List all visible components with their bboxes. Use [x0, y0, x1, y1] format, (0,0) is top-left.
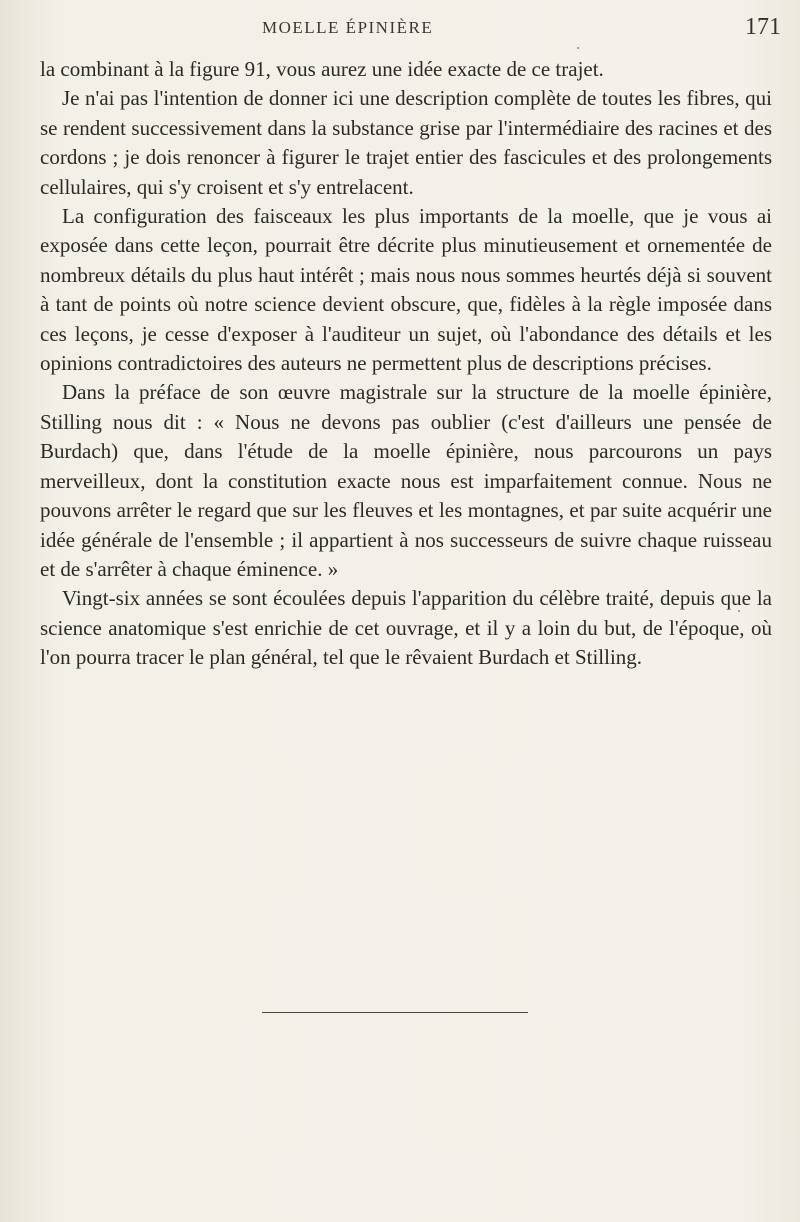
paper-speck	[577, 47, 579, 49]
body-text	[40, 55, 772, 673]
paragraph: Je n'ai pas l'intention de donner ici une description complète de toutes les fibres, qui se rendent successivement dans la substance grise par l'intermédiaire des racines et des cordons ; je dois renoncer à figurer le trajet entier des fascicules et des prolongements cellulaires, qui s'y croisent et s'y entrelacent.	[40, 86, 772, 199]
paragraph-continuation: la combinant à la figure 91, vous aurez une idée exacte de ce trajet.	[40, 57, 604, 81]
running-title: MOELLE ÉPINIÈRE	[262, 18, 434, 37]
paragraph: Vingt-six années se sont écoulées depuis l'apparition du célèbre traité, depuis que la science anatomique s'est enrichie de cet ouvrage, et il y a loin du but, de l'époque, où l'on pourra tracer le plan général, tel que le rêvaient Burdach et Stilling.	[40, 586, 772, 670]
paragraph-quotation: Dans la préface de son œuvre magistrale sur la structure de la moelle épinière, Stilling nous dit : « Nous ne devons pas oublier (c'est d'ailleurs une pensée de Burdach) que, dans l'étude de la moelle épinière, nous parcourons un pays merveilleux, dont la constitution exacte nous est imparfaitement connue. Nous ne pouvons arrêter le regard que sur les fleuves et les montagnes, et par suite acquérir une idée générale de l'ensemble ; il appartient à nos successeurs de suivre chaque ruisseau et de s'arrêter à chaque éminence. »	[40, 380, 772, 581]
paper-speck	[738, 610, 740, 612]
page-header	[0, 14, 800, 54]
end-of-section-rule	[262, 1012, 528, 1013]
paragraph: La configuration des faisceaux les plus importants de la moelle, que je vous ai exposée dans cette leçon, pourrait être décrite plus minutieusement et ornementée de nombreux détails du plus haut intérêt ; mais nous nous sommes heurtés déjà si souvent à tant de points où notre science devient obscure, que, fidèles à la règle imposée dans ces leçons, je cesse d'exposer à l'auditeur un sujet, où l'abondance des détails et les opinions contradictoires des auteurs ne permettent plus de descriptions précises.	[40, 204, 772, 376]
page-number: 171	[745, 14, 781, 40]
